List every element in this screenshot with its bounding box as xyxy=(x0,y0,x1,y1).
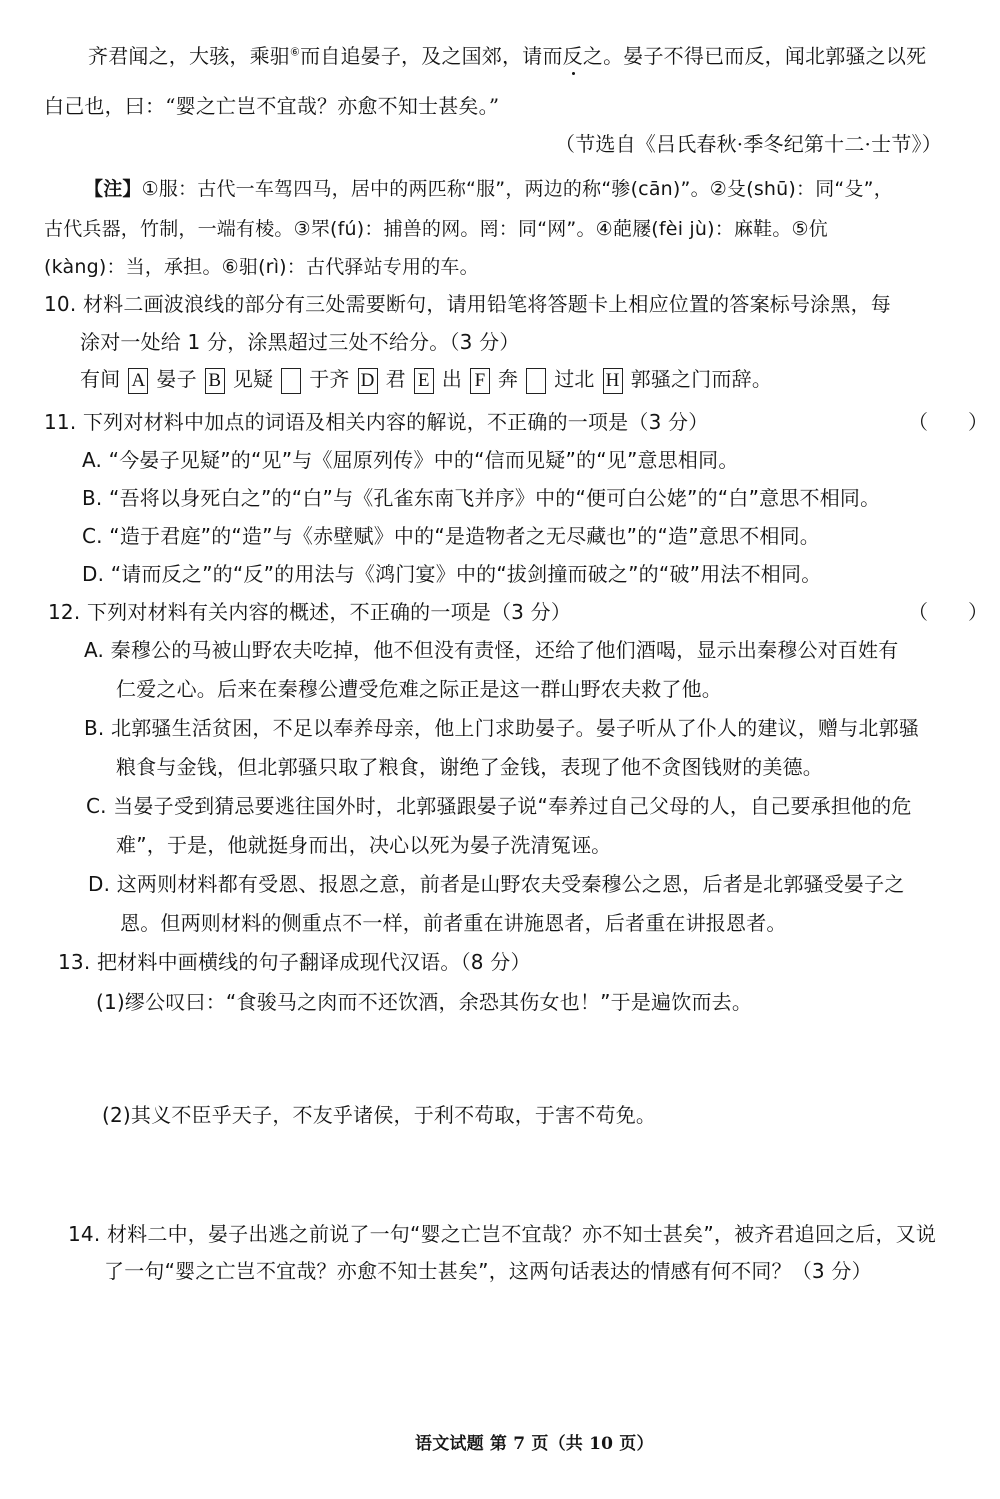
notes-line-1 xyxy=(84,177,893,201)
answer-box-g[interactable] xyxy=(526,368,546,394)
q12-option-d-line-2: 恩。但两则材料的侧重点不一样，前者重在讲施恩者，后者重在讲报恩者。 xyxy=(120,911,787,935)
segment-text: 见疑 xyxy=(232,367,274,391)
passage-text: 而自追晏子，及之国郊，请而 xyxy=(300,44,563,68)
passage-source: （节选自《吕氏春秋·季冬纪第十二·士节》） xyxy=(555,132,942,156)
q11-option-b: B. “吾将以身死白之”的“白”与《孔雀东南飞并序》中的“便可白公姥”的“白”意思不相同。 xyxy=(82,486,881,510)
notes-label: 【注】 xyxy=(84,178,142,200)
answer-box-a[interactable]: A xyxy=(128,368,148,394)
answer-box-e[interactable]: E xyxy=(414,368,434,394)
q12-stem: 12. 下列对材料有关内容的概述，不正确的一项是（3 分） xyxy=(48,600,572,624)
answer-box-d[interactable]: D xyxy=(358,368,378,394)
notes-line-3: (kàng)：当，承担。⑥驲(rì)：古代驿站专用的车。 xyxy=(44,256,479,278)
q12-option-b-line-1: B. 北郭骚生活贫困，不足以奉养母亲，他上门求助晏子。晏子听从了仆人的建议，赠与北郭骚 xyxy=(84,716,920,740)
q12-option-a-line-1: A. 秦穆公的马被山野农夫吃掉，他不但没有责怪，还给了他们酒喝，显示出秦穆公对百姓有 xyxy=(84,638,899,662)
notes-text: ①服：古代一车驾四马，居中的两匹称“服”，两边的称“骖(cān)”。②殳(shū)：同“殳”， xyxy=(141,178,893,200)
q12-option-d-line-1: D. 这两则材料都有受恩、报恩之意，前者是山野农夫受秦穆公之恩，后者是北郭骚受晏子之 xyxy=(88,872,905,896)
segment-text: 君 xyxy=(385,367,406,391)
q12-option-c-line-2: 难”，于是，他就挺身而出，决心以死为晏子洗清冤诬。 xyxy=(116,833,612,857)
page-footer: 语文试题 第 7 页（共 10 页） xyxy=(415,1434,654,1454)
q13-stem: 13. 把材料中画横线的句子翻译成现代汉语。（8 分） xyxy=(58,950,531,974)
segment-text: 郭骚之门而辞。 xyxy=(630,367,773,391)
q12-option-a-line-2: 仁爱之心。后来在秦穆公遭受危难之际正是这一群山野农夫救了他。 xyxy=(116,677,722,701)
q13-sentence-2: (2)其义不臣乎天子，不友乎诸侯，于利不苟取，于害不苟免。 xyxy=(102,1103,657,1127)
q11-answer-blank[interactable]: （ ） xyxy=(908,410,988,434)
segment-text: 晏子 xyxy=(156,367,197,391)
q12-option-c-line-1: C. 当晏子受到猜忌要逃往国外时，北郭骚跟晏子说“奉养过自己父母的人，自己要承担他的危 xyxy=(86,794,912,818)
footnote-marker: ⑥ xyxy=(290,45,301,59)
answer-box-b[interactable]: B xyxy=(205,368,225,394)
emphasis-dotted-word: 反 xyxy=(562,44,583,68)
answer-box-c[interactable] xyxy=(281,368,301,394)
q10-segmentation-row xyxy=(80,367,772,394)
answer-box-f[interactable]: F xyxy=(470,368,490,394)
q12-answer-blank[interactable]: （ ） xyxy=(908,600,988,624)
segment-text: 有间 xyxy=(80,367,121,391)
q10-stem-line-2: 涂对一处给 1 分，涂黑超过三处不给分。（3 分） xyxy=(80,330,520,354)
answer-box-h[interactable]: H xyxy=(603,368,623,394)
q14-stem-line-1: 14. 材料二中，晏子出逃之前说了一句“婴之亡岂不宜哉？亦不知士甚矣”，被齐君追回之后，又说 xyxy=(68,1222,937,1246)
segment-text: 出 xyxy=(441,367,463,391)
q11-option-a: A. “今晏子见疑”的“见”与《屈原列传》中的“信而见疑”的“见”意思相同。 xyxy=(82,448,739,472)
q11-stem: 11. 下列对材料中加点的词语及相关内容的解说，不正确的一项是（3 分） xyxy=(44,410,709,434)
q13-sentence-1: (1)缪公叹曰：“食骏马之肉而不还饮酒，余恐其伤女也！”于是遍饮而去。 xyxy=(96,990,753,1014)
segment-text: 奔 xyxy=(498,367,519,391)
passage-line-1 xyxy=(88,44,926,68)
segment-text: 过北 xyxy=(554,367,595,391)
q14-stem-line-2: 了一句“婴之亡岂不宜哉？亦愈不知士甚矣”，这两句话表达的情感有何不同？（3 分） xyxy=(104,1259,872,1283)
passage-text: 齐君闻之，大骇，乘驲 xyxy=(88,44,290,68)
q11-option-d: D. “请而反之”的“反”的用法与《鸿门宴》中的“拔剑撞而破之”的“破”用法不相同。 xyxy=(82,562,822,586)
notes-line-2: 古代兵器，竹制，一端有棱。③罘(fú)：捕兽的网。罔：同“网”。④葩屦(fèi jù)：麻鞋。⑤伉 xyxy=(44,218,828,240)
q11-option-c: C. “造于君庭”的“造”与《赤壁赋》中的“是造物者之无尽藏也”的“造”意思不相同。 xyxy=(82,524,820,548)
passage-text: 之。晏子不得已而反，闻北郭骚之以死 xyxy=(582,44,927,68)
passage-line-2: 白己也，曰：“婴之亡岂不宜哉？亦愈不知士甚矣。” xyxy=(44,94,500,118)
q10-stem-line-1: 10. 材料二画波浪线的部分有三处需要断句，请用铅笔将答题卡上相应位置的答案标号涂黑，每 xyxy=(44,292,891,316)
q12-option-b-line-2: 粮食与金钱，但北郭骚只取了粮食，谢绝了金钱，表现了他不贪图钱财的美德。 xyxy=(116,755,823,779)
segment-text: 于齐 xyxy=(309,367,350,391)
